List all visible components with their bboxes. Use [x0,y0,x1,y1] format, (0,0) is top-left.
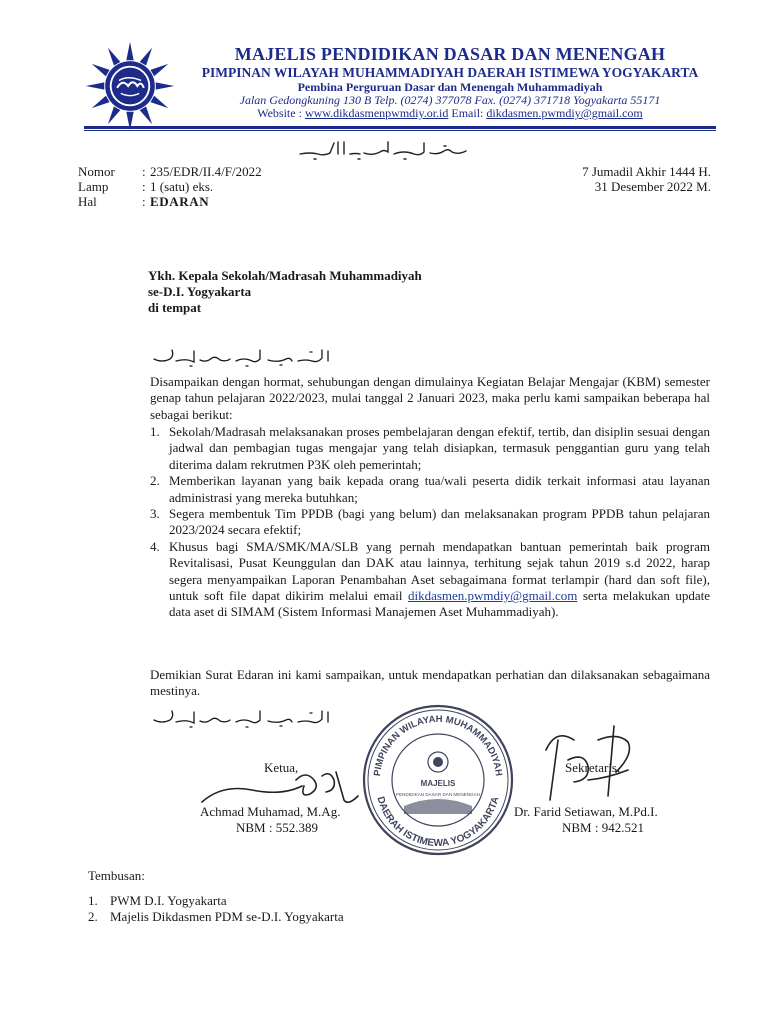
body-closing: Demikian Surat Edaran ini kami sampaikan, untuk mendapatkan perhatian dan dilaksanakan sebagaimana mestinya. [150,667,710,699]
list-item-text: Khusus bagi SMA/SMK/MA/SLB yang pernah mendapatkan bantuan pemerintah baik program Revitalisasi, Pusat Keunggulan dan DAK atau lainnya, terhitung sejak tahun 2019 s.d 2022, harap segera menyampaikan Laporan Penambahan Aset sebagaimana format terlampir (hard dan soft file), untuk soft file dapat dikirim melalui email [169,538,710,604]
letterhead-rule-thick [84,126,716,129]
email-label: Email: [448,106,487,120]
muhammadiyah-logo-icon [84,40,176,132]
list-item [150,539,710,621]
sekretaris-signature-icon [528,720,648,810]
ketua-signature-icon [196,762,366,810]
sekretaris-title: Sekretaris, [565,760,621,775]
email-link[interactable]: dikdasmen.pwmdiy@gmail.com [486,106,643,120]
stamp-center-subtext: PENDIDIKAN DASAR DAN MENENGAH [396,792,480,797]
list-item-number: 3. [150,506,160,522]
cc-item-text: PWM D.I. Yogyakarta [110,893,227,908]
lamp-colon: : [142,179,146,194]
hal-colon: : [142,194,146,209]
date-hijri: 7 Jumadil Akhir 1444 H. [582,164,711,179]
salam-opening-calligraphy-icon [150,345,340,369]
letterhead-contact [180,106,720,121]
letterhead-tagline: Pembina Perguruan Dasar dan Menengah Muhammadiyah [297,80,603,94]
list-item-number: 4. [150,538,160,554]
addressee-line2: se-D.I. Yogyakarta [148,284,252,299]
body-email-link[interactable]: dikdasmen.pwmdiy@gmail.com [407,588,578,604]
list-item-text-tail: serta melakukan update data aset di SIMAM (Sistem Informasi Manajemen Aset Muhammadiyah). [169,588,710,620]
addressee-line1: Ykh. Kepala Sekolah/Madrasah Muhammadiyah [148,268,422,283]
sekretaris-nbm: NBM : 942.521 [562,820,644,835]
cc-item-2 [88,909,344,925]
list-item-text: Sekolah/Madrasah melaksanakan proses pembelajaran dengan efektif, tertib, dan disiplin sesuai dengan jadwal dan pembagian tugas mengajar yang telah disiapkan, termasuk penggantian guru yang telah diterima dalam rekrutmen P3K oleh pemerintah; [169,424,710,472]
stamp-center-text: MAJELIS [420,779,456,788]
letterhead-rule-thin [84,130,716,131]
list-item-number: 1. [150,424,160,439]
nomor-label: Nomor [78,164,115,179]
salam-closing-calligraphy-icon [150,706,340,730]
cc-item-text: Majelis Dikdasmen PDM se-D.I. Yogyakarta [110,909,344,924]
list-item-number: 2. [150,473,160,489]
cc-item-number: 2. [88,909,98,924]
hal-value: EDARAN [150,194,210,209]
cc-title: Tembusan: [88,868,145,883]
nomor-value: 235/EDR/II.4/F/2022 [150,164,262,179]
cc-item-number: 1. [88,893,98,908]
stamp-bottom-text: DAERAH ISTIMEWA YOGYAKARTA [374,795,502,850]
nomor-colon: : [142,164,146,179]
letterhead-org-name: MAJELIS PENDIDIKAN DASAR DAN MENENGAH [234,44,666,64]
date-masehi: 31 Desember 2022 M. [594,179,711,194]
list-item-text: Segera membentuk Tim PPDB (bagi yang belum) dan melaksanakan program PPDB tahun pelajaran 2023/2024 secara efektif; [169,506,710,538]
ketua-name: Achmad Muhamad, M.Ag. [200,804,341,819]
basmala-calligraphy-icon [294,138,474,162]
list-item-text: Memberikan layanan yang baik kepada orang tua/wali peserta didik terkait informasi atau layanan administrasi yang mereka butuhkan; [169,473,710,505]
ketua-nbm: NBM : 552.389 [236,820,318,835]
lamp-value: 1 (satu) eks. [150,179,214,194]
website-label: Website : [257,106,305,120]
list-item [150,473,710,506]
website-link[interactable]: www.dikdasmenpwmdiy.or.id [304,106,449,120]
letterhead-parent-org: PIMPINAN WILAYAH MUHAMMADIYAH DAERAH ISTIMEWA YOGYAKARTA [201,65,699,80]
hal-label: Hal [78,194,97,209]
cc-item-1 [88,893,227,909]
list-item [150,506,710,539]
official-stamp-icon [358,700,518,860]
body-intro: Disampaikan dengan hormat, sehubungan dengan dimulainya Kegiatan Belajar Mengajar (KBM) semester genap tahun pelajaran 2022/2023, mulai tanggal 2 Januari 2023, maka perlu kami sampaikan beberapa hal sebagai berikut: [150,374,710,422]
sekretaris-name: Dr. Farid Setiawan, M.Pd.I. [514,804,658,819]
letterhead-address: Jalan Gedongkuning 130 B Telp. (0274) 377078 Fax. (0274) 371718 Yogyakarta 55171 [239,93,661,107]
addressee-line3: di tempat [148,300,202,315]
instruction-list [150,424,710,621]
list-item [150,424,710,473]
stamp-top-text: PIMPINAN WILAYAH MUHAMMADIYAH [372,713,504,777]
ketua-title: Ketua, [264,760,299,775]
lamp-label: Lamp [78,179,109,194]
